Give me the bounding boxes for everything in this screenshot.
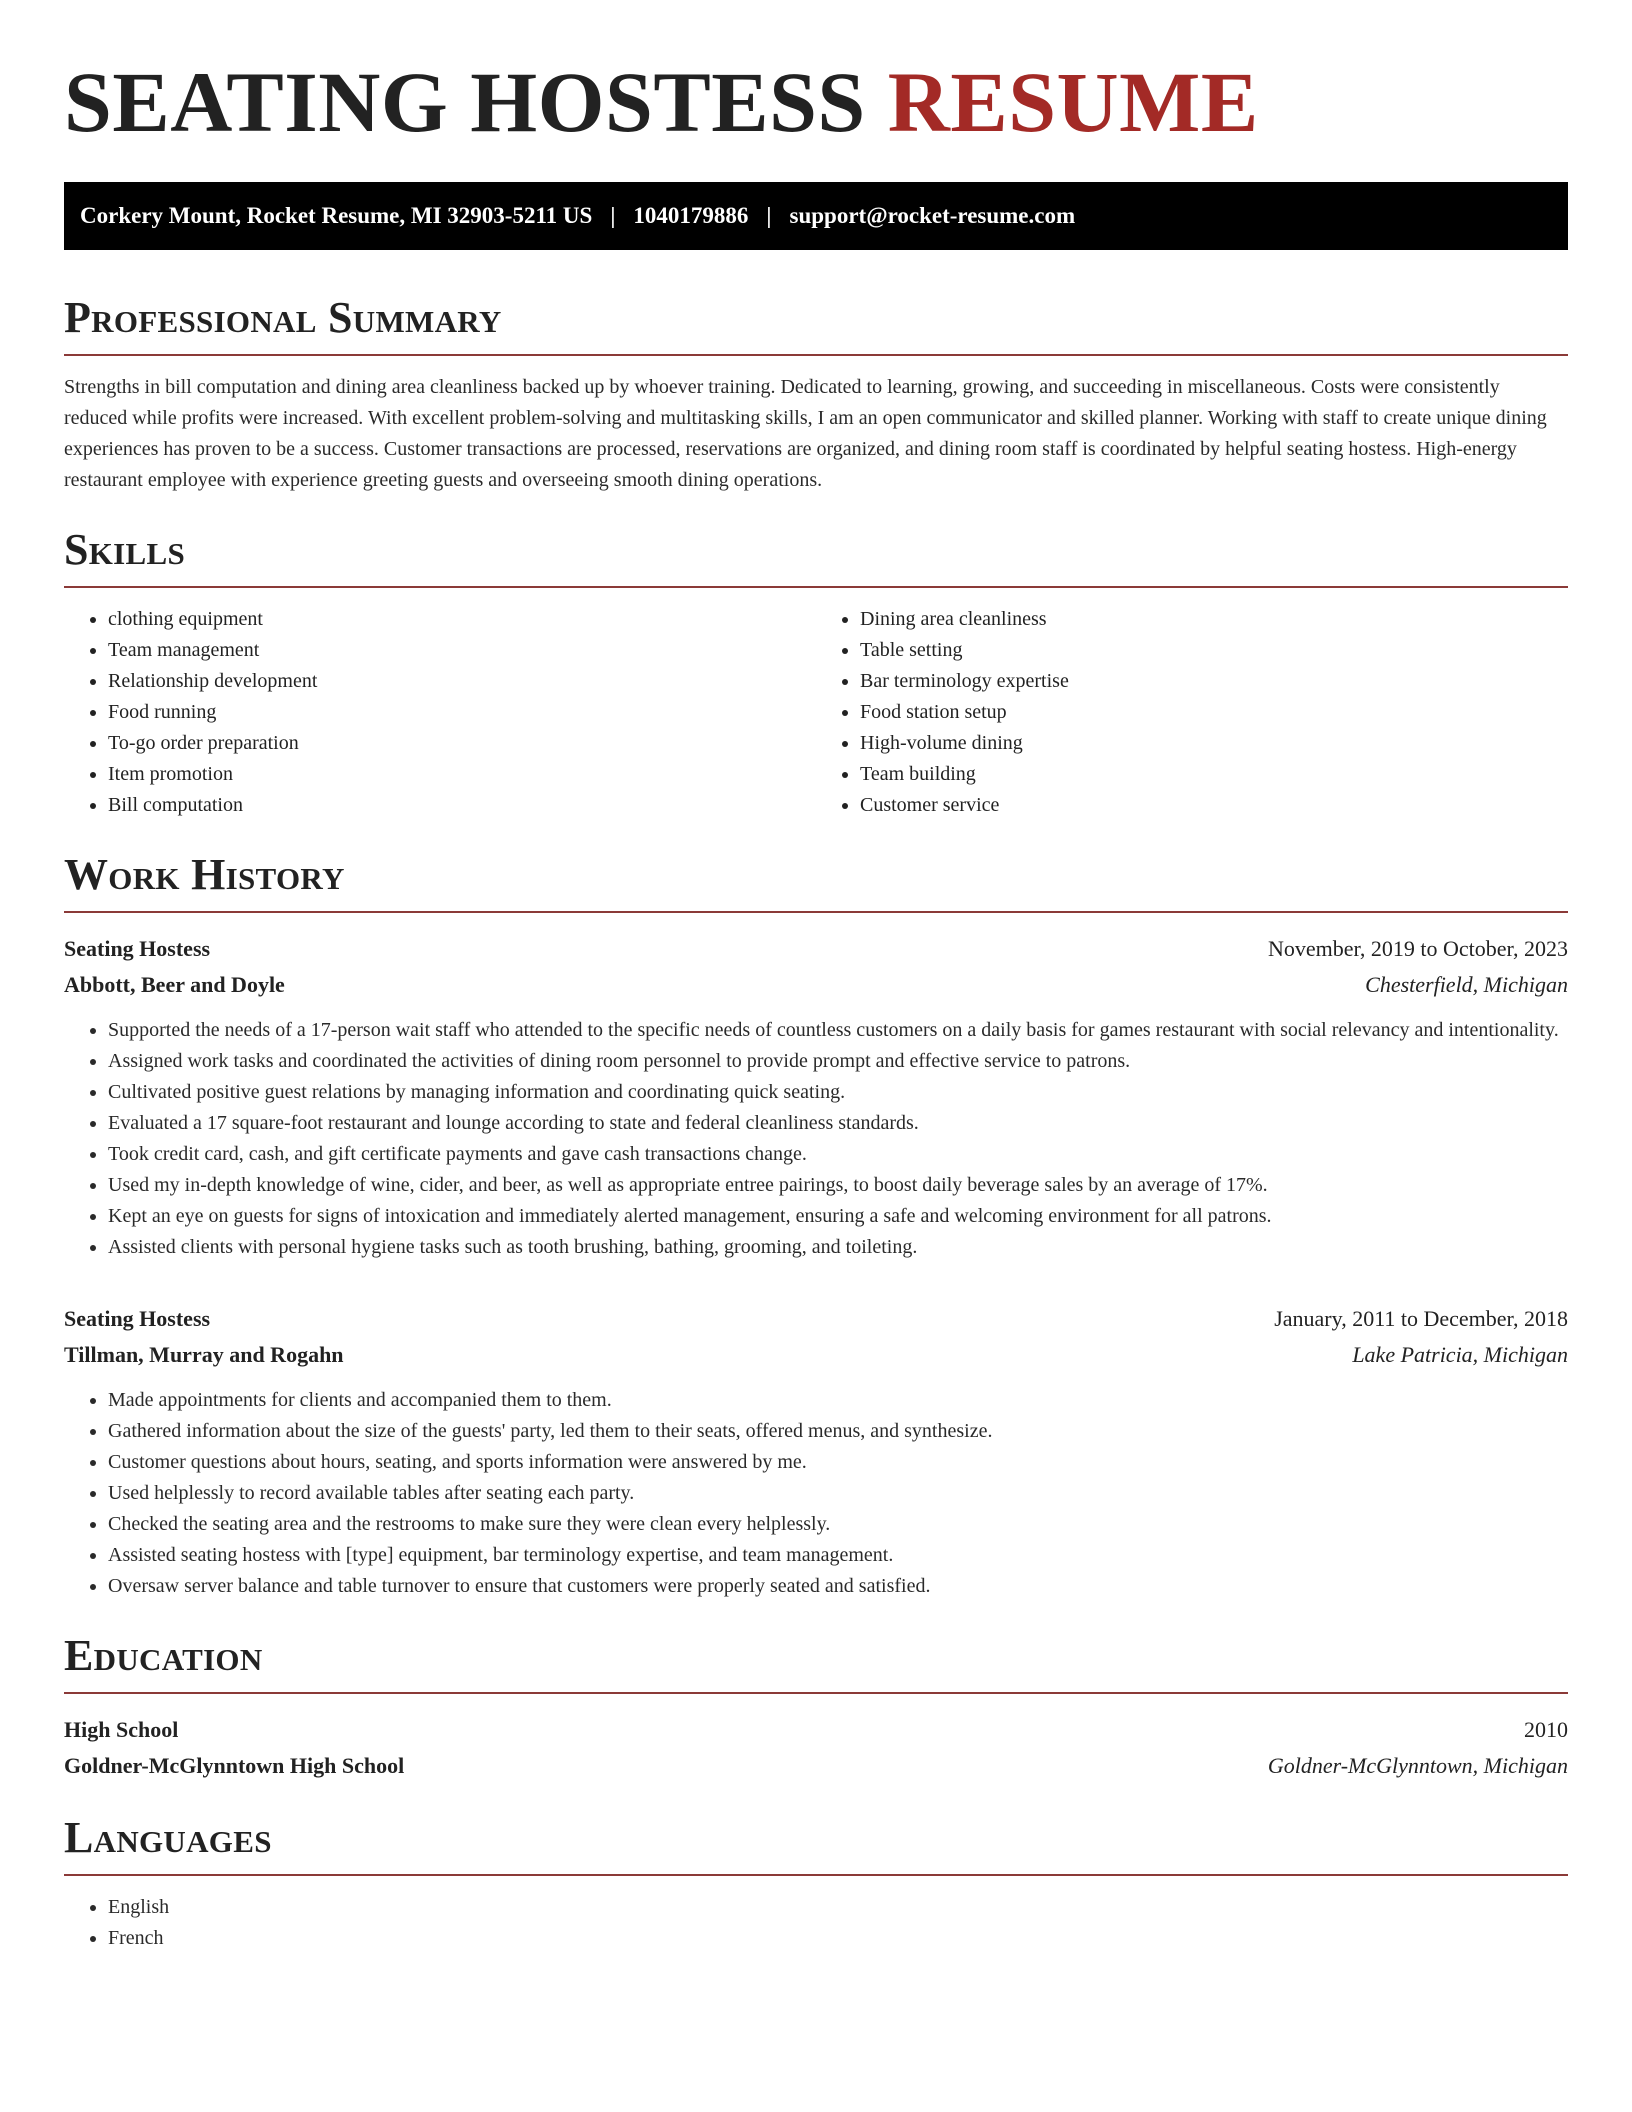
summary-section bbox=[64, 294, 1568, 496]
job-title: Seating Hostess bbox=[64, 936, 211, 961]
skill-item: • Team management bbox=[108, 635, 816, 666]
skill-item: • Food station setup bbox=[860, 697, 1568, 728]
job-company: Tillman, Murray and Rogahn bbox=[64, 1342, 344, 1367]
duty-item: • Used my in-depth knowledge of wine, cider, and beer, as well as appropriate entree pairings, to boost daily beverage sales by an average of 17%. bbox=[108, 1170, 1568, 1201]
skill-item: • Bar terminology expertise bbox=[860, 666, 1568, 697]
job-header-row bbox=[64, 931, 1568, 967]
duty-item: • Made appointments for clients and accompanied them to them. bbox=[108, 1385, 1568, 1416]
language-item: • French bbox=[108, 1923, 1568, 1954]
title-role: SEATING HOSTESS bbox=[64, 54, 866, 150]
education-section bbox=[64, 1632, 1568, 1784]
contact-email: support@rocket-resume.com bbox=[789, 203, 1076, 228]
skill-item: • clothing equipment bbox=[108, 604, 816, 635]
work-history-heading: Work History bbox=[64, 851, 1568, 913]
skills-heading: Skills bbox=[64, 526, 1568, 588]
skill-item: • Item promotion bbox=[108, 759, 816, 790]
duty-item: • Assisted seating hostess with [type] equipment, bar terminology expertise, and team management. bbox=[108, 1540, 1568, 1571]
job-title: Seating Hostess bbox=[64, 1306, 211, 1331]
job-company: Abbott, Beer and Doyle bbox=[64, 972, 285, 997]
summary-text: Strengths in bill computation and dining area cleanliness backed up by whoever training. Dedicated to learning, growing, and succeeding in miscellaneous. Costs were consistently reduced while profits were increased. With excellent problem-solving and multitasking skills, I am an open communicator and skilled planner. Working with staff to create unique dining experiences has proven to be a success. Customer transactions are processed, reservations are organized, and dining room staff is coordinated by helpful seating hostess. High-energy restaurant employee with experience greeting guests and overseeing smooth dining operations. bbox=[64, 376, 1547, 491]
skills-section bbox=[64, 526, 1568, 821]
job-dates: November, 2019 to October, 2023 bbox=[1267, 936, 1568, 961]
title-resume-word: RESUME bbox=[887, 54, 1259, 150]
job-header-row bbox=[64, 1301, 1568, 1337]
education-entry bbox=[64, 1712, 1568, 1784]
work-history-section bbox=[64, 851, 1568, 1602]
duty-item: • Assigned work tasks and coordinated the activities of dining room personnel to provide prompt and effective service to patrons. bbox=[108, 1046, 1568, 1077]
duty-item: • Assisted clients with personal hygiene tasks such as tooth brushing, bathing, grooming, and toileting. bbox=[108, 1232, 1568, 1263]
skill-item: • Food running bbox=[108, 697, 816, 728]
contact-separator: | bbox=[610, 203, 616, 228]
duty-item: • Took credit card, cash, and gift certificate payments and gave cash transactions change. bbox=[108, 1139, 1568, 1170]
job-entry bbox=[64, 931, 1568, 1263]
job-dates: January, 2011 to December, 2018 bbox=[1274, 1306, 1568, 1331]
duty-item: • Supported the needs of a 17-person wait staff who attended to the specific needs of countless customers on a daily basis for games restaurant with social relevancy and intentionality. bbox=[108, 1015, 1568, 1046]
skill-item: • Relationship development bbox=[108, 666, 816, 697]
skills-list-right bbox=[816, 604, 1568, 821]
skill-item: • To-go order preparation bbox=[108, 728, 816, 759]
duty-item: • Used helplessly to record available tables after seating each party. bbox=[108, 1478, 1568, 1509]
contact-separator: | bbox=[766, 203, 772, 228]
skill-item: • Customer service bbox=[860, 790, 1568, 821]
resume-title bbox=[64, 52, 1568, 152]
skill-item: • Dining area cleanliness bbox=[860, 604, 1568, 635]
job-entry bbox=[64, 1301, 1568, 1602]
duty-item: • Customer questions about hours, seating, and sports information were answered by me. bbox=[108, 1447, 1568, 1478]
contact-bar bbox=[64, 182, 1568, 250]
contact-address: Corkery Mount, Rocket Resume, MI 32903-5211 US bbox=[80, 203, 593, 228]
education-school: Goldner-McGlynntown High School bbox=[64, 1753, 405, 1778]
languages-heading: Languages bbox=[64, 1814, 1568, 1876]
skill-item: • Bill computation bbox=[108, 790, 816, 821]
duty-item: • Checked the seating area and the restrooms to make sure they were clean every helplessly. bbox=[108, 1509, 1568, 1540]
skill-item: • High-volume dining bbox=[860, 728, 1568, 759]
job-duties bbox=[64, 1385, 1568, 1602]
job-location: Chesterfield, Michigan bbox=[1365, 972, 1568, 997]
skill-item: • Table setting bbox=[860, 635, 1568, 666]
duty-item: • Kept an eye on guests for signs of intoxication and immediately alerted management, ensuring a safe and welcoming environment for all patrons. bbox=[108, 1201, 1568, 1232]
job-company-row bbox=[64, 967, 1568, 1003]
education-heading: Education bbox=[64, 1632, 1568, 1694]
languages-section bbox=[64, 1814, 1568, 1954]
education-degree-row bbox=[64, 1712, 1568, 1748]
job-duties bbox=[64, 1015, 1568, 1263]
skills-columns bbox=[64, 604, 1568, 821]
contact-phone: 1040179886 bbox=[633, 203, 749, 228]
duty-item: • Evaluated a 17 square-foot restaurant and lounge according to state and federal cleanliness standards. bbox=[108, 1108, 1568, 1139]
language-item: • English bbox=[108, 1892, 1568, 1923]
duty-item: • Oversaw server balance and table turnover to ensure that customers were properly seated and satisfied. bbox=[108, 1571, 1568, 1602]
skills-list-left bbox=[64, 604, 816, 821]
duty-item: • Cultivated positive guest relations by managing information and coordinating quick seating. bbox=[108, 1077, 1568, 1108]
summary-heading: Professional Summary bbox=[64, 294, 1568, 356]
education-degree: High School bbox=[64, 1717, 179, 1742]
education-school-row bbox=[64, 1748, 1568, 1784]
job-company-row bbox=[64, 1337, 1568, 1373]
education-location: Goldner-McGlynntown, Michigan bbox=[1267, 1753, 1568, 1778]
skill-item: • Team building bbox=[860, 759, 1568, 790]
languages-list bbox=[64, 1892, 1568, 1954]
job-location: Lake Patricia, Michigan bbox=[1352, 1342, 1568, 1367]
education-year: 2010 bbox=[1524, 1717, 1568, 1742]
duty-item: • Gathered information about the size of the guests' party, led them to their seats, offered menus, and synthesize. bbox=[108, 1416, 1568, 1447]
